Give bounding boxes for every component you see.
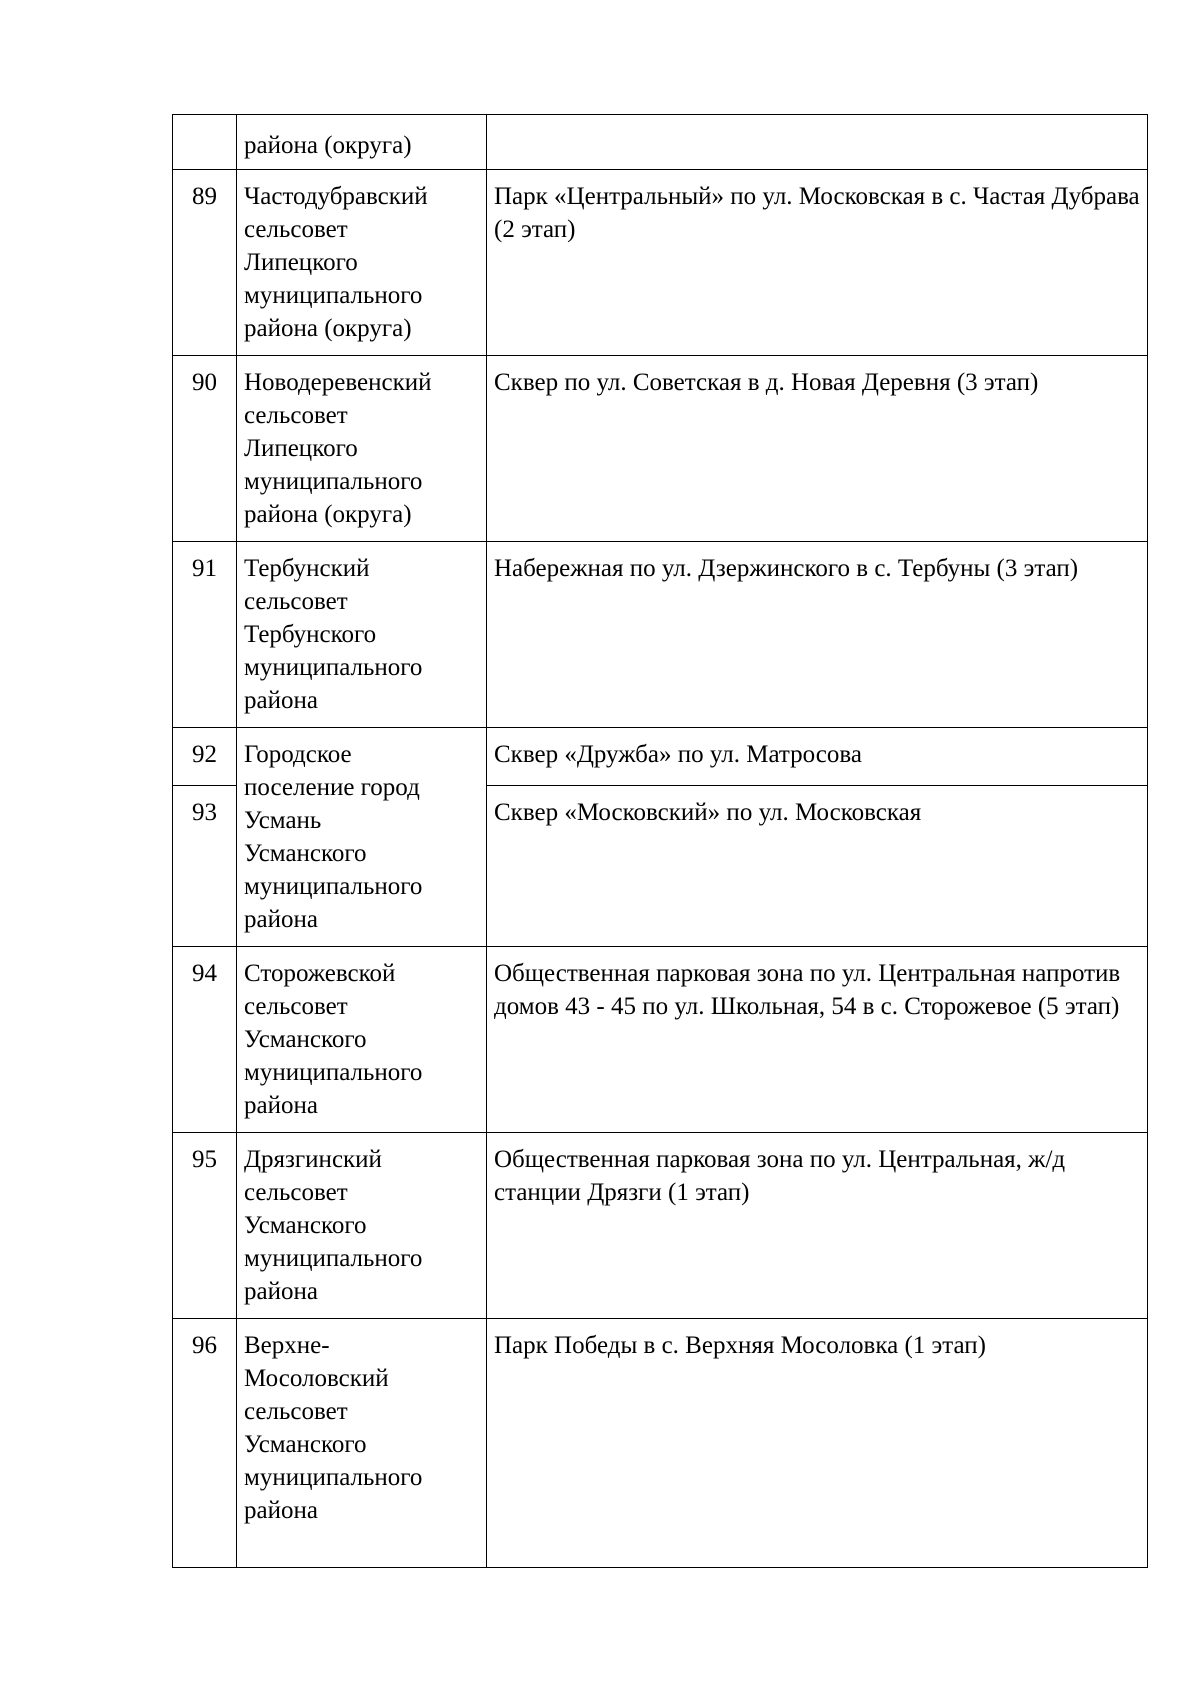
municipality-name: района (округа) [237, 115, 487, 170]
row-number: 90 [173, 356, 237, 542]
table-row [173, 947, 1148, 1133]
object-description: Набережная по ул. Дзержинского в с. Тербуны (3 этап) [487, 542, 1148, 728]
row-number: 89 [173, 170, 237, 356]
improvement-objects-table [172, 114, 1148, 1568]
table-row [173, 1133, 1148, 1319]
object-description: Сквер «Московский» по ул. Московская [487, 785, 1148, 946]
table-row [173, 356, 1148, 542]
object-description: Парк Победы в с. Верхняя Мосоловка (1 этап) [487, 1319, 1148, 1568]
object-description: Сквер «Дружба» по ул. Матросова [487, 728, 1148, 786]
row-number: 92 [173, 728, 237, 786]
row-number: 94 [173, 947, 237, 1133]
object-description [487, 115, 1148, 170]
table-row [173, 542, 1148, 728]
municipality-name: Частодубравский сельсовет Липецкого муниципального района (округа) [237, 170, 487, 356]
row-number [173, 115, 237, 170]
object-description: Общественная парковая зона по ул. Центральная, ж/д станции Дрязги (1 этап) [487, 1133, 1148, 1319]
row-number: 95 [173, 1133, 237, 1319]
municipality-name: Городское поселение город Усмань Усманского муниципального района [237, 728, 487, 947]
municipality-name: Верхне- Мосоловский сельсовет Усманского муниципального района [237, 1319, 487, 1568]
object-description: Парк «Центральный» по ул. Московская в с. Частая Дубрава (2 этап) [487, 170, 1148, 356]
object-description: Сквер по ул. Советская в д. Новая Деревня (3 этап) [487, 356, 1148, 542]
municipality-name: Тербунский сельсовет Тербунского муниципального района [237, 542, 487, 728]
row-number: 91 [173, 542, 237, 728]
municipality-name: Сторожевской сельсовет Усманского муниципального района [237, 947, 487, 1133]
table-row [173, 170, 1148, 356]
municipality-name: Новодеревенский сельсовет Липецкого муниципального района (округа) [237, 356, 487, 542]
municipality-name: Дрязгинский сельсовет Усманского муниципального района [237, 1133, 487, 1319]
object-description: Общественная парковая зона по ул. Центральная напротив домов 43 - 45 по ул. Школьная, 54 в с. Сторожевое (5 этап) [487, 947, 1148, 1133]
table-row [173, 115, 1148, 170]
row-number: 96 [173, 1319, 237, 1568]
table-row [173, 728, 1148, 786]
table-row [173, 1319, 1148, 1568]
row-number: 93 [173, 785, 237, 946]
